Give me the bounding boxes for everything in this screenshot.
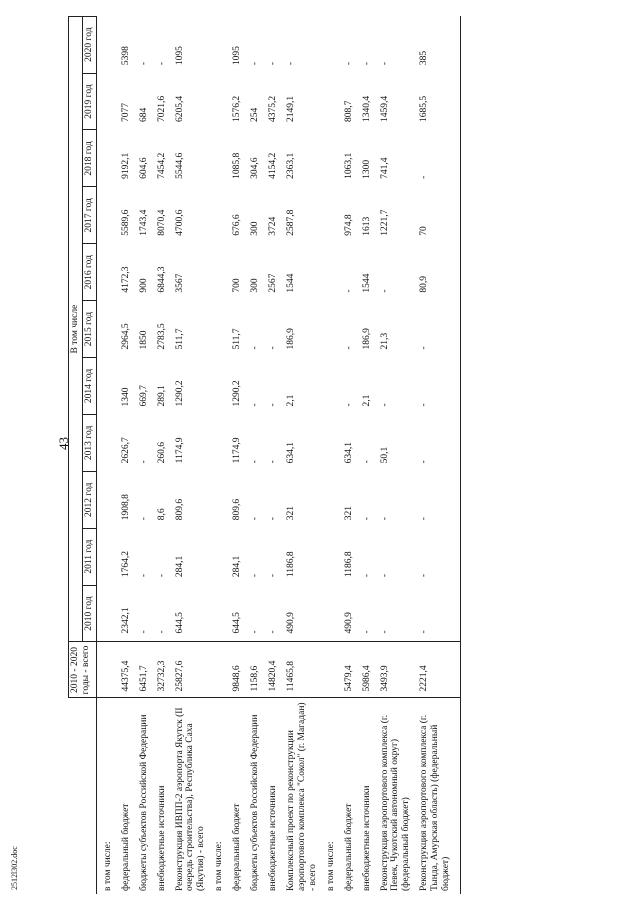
- cell-value: -: [268, 346, 279, 350]
- cell-value: -: [250, 517, 261, 521]
- cell-value: 1300: [361, 159, 372, 179]
- cell-value: -: [156, 61, 167, 66]
- cell-value: 1290,2: [232, 380, 243, 407]
- cell-value: -: [268, 460, 279, 464]
- investment-table: [68, 16, 461, 894]
- row-label: Реконструкция аэропортового комплекса (г. Певек, Чукотский автономный округ) (федеральный бюджет): [374, 698, 414, 894]
- cell-value: 604,6: [138, 157, 149, 179]
- cell-value: 1764,2: [120, 550, 131, 578]
- cell-value: -: [361, 460, 372, 464]
- cell-value: 70: [419, 226, 430, 236]
- cell-value: [320, 73, 338, 130]
- cell-value: -: [250, 573, 261, 578]
- cell-value: 511,7: [174, 328, 185, 350]
- cell-value: 684: [138, 107, 149, 122]
- cell-value: 809,6: [232, 498, 243, 521]
- cell-value: -: [379, 517, 390, 521]
- cell-value: 634,1: [285, 441, 296, 464]
- row-label: федеральный бюджет: [338, 698, 356, 894]
- cell-value: 5589,6: [120, 209, 131, 236]
- cell-value: [96, 471, 114, 528]
- cell-value: 6205,4: [174, 95, 185, 122]
- cell-value: -: [138, 460, 149, 464]
- cell-value: -: [419, 346, 430, 350]
- row-total: 3493,9: [374, 642, 414, 698]
- cell-value: -: [138, 517, 149, 521]
- cell-value: -: [268, 61, 279, 66]
- row-label: в том числе:: [320, 698, 338, 894]
- row-total: 5479,4: [338, 642, 356, 698]
- cell-value: 1085,8: [232, 152, 243, 179]
- document-footer: 2512l302.doc: [10, 846, 19, 890]
- header-empty-cell: [69, 698, 97, 894]
- cell-value: [96, 187, 114, 244]
- cell-value: 80,9: [419, 276, 430, 293]
- table-row: [115, 16, 133, 894]
- cell-value: 669,7: [138, 385, 149, 407]
- cell-value: 1063,1: [343, 152, 354, 179]
- row-total: 44375,4: [115, 642, 133, 698]
- row-label: внебюджетные источники: [151, 698, 169, 894]
- row-total: 1158,6: [244, 642, 262, 698]
- cell-value: 2363,1: [285, 152, 296, 179]
- cell-value: 50,1: [379, 446, 390, 464]
- cell-value: -: [379, 573, 390, 578]
- cell-value: 254: [250, 107, 261, 122]
- cell-value: -: [268, 517, 279, 521]
- cell-value: [208, 301, 226, 358]
- cell-value: -: [343, 61, 354, 66]
- cell-value: 900: [138, 278, 149, 293]
- cell-value: 644,5: [174, 612, 185, 634]
- cell-value: [96, 358, 114, 415]
- cell-value: 4700,6: [174, 209, 185, 236]
- cell-value: 284,1: [232, 555, 243, 578]
- page-number: 43: [56, 437, 71, 450]
- cell-value: [96, 130, 114, 187]
- cell-value: 490,9: [343, 612, 354, 634]
- cell-value: 1340,4: [361, 95, 372, 122]
- cell-value: 676,6: [232, 214, 243, 236]
- row-total: [320, 642, 338, 698]
- row-label: внебюджетные источники: [356, 698, 374, 894]
- cell-value: 1743,4: [138, 209, 149, 236]
- cell-value: [208, 414, 226, 471]
- cell-value: 8070,4: [156, 209, 167, 236]
- cell-value: -: [250, 346, 261, 350]
- cell-value: -: [419, 573, 430, 578]
- cell-value: [96, 244, 114, 301]
- cell-value: 289,1: [156, 385, 167, 407]
- cell-value: 1186,8: [285, 551, 296, 578]
- header-year: 2017 год: [82, 187, 96, 244]
- cell-value: -: [379, 289, 390, 293]
- row-total: 2221,4: [413, 642, 460, 698]
- cell-value: -: [379, 61, 390, 66]
- cell-value: [208, 187, 226, 244]
- table-row: [208, 16, 226, 894]
- cell-value: 1850: [138, 330, 149, 350]
- cell-value: 808,7: [343, 100, 354, 122]
- cell-value: 21,3: [379, 332, 390, 350]
- cell-value: -: [268, 573, 279, 578]
- cell-value: -: [138, 573, 149, 578]
- cell-value: [320, 585, 338, 642]
- cell-value: 3724: [268, 216, 279, 236]
- header-year: 2015 год: [82, 301, 96, 358]
- row-label: бюджеты субъектов Российской Федерации: [133, 698, 151, 894]
- cell-value: [208, 471, 226, 528]
- cell-value: [208, 358, 226, 415]
- row-total: 14820,4: [262, 642, 280, 698]
- cell-value: -: [379, 403, 390, 407]
- cell-value: 9192,1: [120, 152, 131, 179]
- cell-value: [96, 16, 114, 73]
- cell-value: 741,4: [379, 157, 390, 179]
- header-year: 2018 год: [82, 130, 96, 187]
- cell-value: [96, 73, 114, 130]
- cell-value: 1613: [361, 216, 372, 236]
- cell-value: 186,9: [361, 328, 372, 350]
- cell-value: 2626,7: [120, 437, 131, 464]
- cell-value: -: [156, 573, 167, 578]
- cell-value: 1174,9: [232, 437, 243, 464]
- header-year: 2013 год: [82, 414, 96, 471]
- row-total: 5986,4: [356, 642, 374, 698]
- cell-value: [96, 414, 114, 471]
- cell-value: 809,6: [174, 498, 185, 521]
- cell-value: 5398: [120, 46, 131, 66]
- cell-value: 634,1: [343, 441, 354, 464]
- cell-value: 490,9: [285, 612, 296, 634]
- table-row: [169, 16, 209, 894]
- cell-value: 321: [343, 505, 354, 521]
- cell-value: [208, 528, 226, 585]
- cell-value: 1290,2: [174, 380, 185, 407]
- cell-value: 1221,7: [379, 209, 390, 236]
- header-year: 2012 год: [82, 471, 96, 528]
- cell-value: 1908,8: [120, 494, 131, 521]
- cell-value: 1576,2: [232, 95, 243, 122]
- cell-value: [320, 414, 338, 471]
- table-row: [244, 16, 262, 894]
- cell-value: -: [419, 403, 430, 407]
- cell-value: [320, 471, 338, 528]
- cell-value: 1095: [232, 46, 243, 66]
- header-year: 2019 год: [82, 73, 96, 130]
- cell-value: 2964,5: [120, 323, 131, 350]
- cell-value: 2567: [268, 273, 279, 293]
- table-row: [338, 16, 356, 894]
- cell-value: 7021,6: [156, 95, 167, 122]
- table-row: [133, 16, 151, 894]
- cell-value: 2783,5: [156, 323, 167, 350]
- cell-value: [96, 301, 114, 358]
- cell-value: [208, 16, 226, 73]
- cell-value: 6844,3: [156, 266, 167, 293]
- cell-value: 2149,1: [285, 95, 296, 122]
- cell-value: 700: [232, 278, 243, 293]
- row-total: [208, 642, 226, 698]
- cell-value: -: [268, 630, 279, 634]
- cell-value: -: [343, 289, 354, 293]
- cell-value: 2342,1: [120, 607, 131, 634]
- cell-value: -: [419, 175, 430, 179]
- table-row: [96, 16, 114, 894]
- cell-value: [320, 244, 338, 301]
- cell-value: 4154,2: [268, 152, 279, 179]
- cell-value: -: [343, 403, 354, 407]
- cell-value: 2,1: [285, 394, 296, 407]
- cell-value: -: [268, 403, 279, 407]
- row-label: федеральный бюджет: [226, 698, 244, 894]
- cell-value: [320, 187, 338, 244]
- row-total: 11465,8: [280, 642, 320, 698]
- cell-value: [208, 244, 226, 301]
- cell-value: -: [156, 630, 167, 634]
- header-year: 2011 год: [82, 528, 96, 585]
- cell-value: 5544,6: [174, 152, 185, 179]
- row-label: бюджеты субъектов Российской Федерации: [244, 698, 262, 894]
- row-label: Комплексный проект по реконструкции аэропортового комплекса "Сокол" (г. Магадан) - всего: [280, 698, 320, 894]
- header-year: 2014 год: [82, 358, 96, 415]
- cell-value: -: [343, 346, 354, 350]
- cell-value: 385: [419, 50, 430, 66]
- table-row: [280, 16, 320, 894]
- table-row: [374, 16, 414, 894]
- cell-value: -: [379, 630, 390, 634]
- cell-value: -: [138, 61, 149, 66]
- cell-value: 644,5: [232, 612, 243, 634]
- table-row: [413, 16, 460, 894]
- cell-value: 304,6: [250, 157, 261, 179]
- header-year: 2010 год: [82, 585, 96, 642]
- cell-value: [208, 73, 226, 130]
- cell-value: 1459,4: [379, 95, 390, 122]
- cell-value: -: [361, 517, 372, 521]
- header-total: 2010 - 2020 годы - всего: [69, 642, 97, 698]
- cell-value: [320, 301, 338, 358]
- cell-value: 4172,3: [120, 266, 131, 293]
- cell-value: 1174,9: [174, 437, 185, 464]
- cell-value: [320, 528, 338, 585]
- cell-value: [208, 585, 226, 642]
- header-year: 2020 год: [82, 16, 96, 73]
- cell-value: 974,8: [343, 214, 354, 236]
- cell-value: -: [361, 61, 372, 66]
- cell-value: 1544: [285, 273, 296, 293]
- table-row: [262, 16, 280, 894]
- row-label: в том числе:: [208, 698, 226, 894]
- row-label: в том числе:: [96, 698, 114, 894]
- cell-value: 1186,8: [343, 551, 354, 578]
- table-body: [96, 16, 460, 894]
- table-row: [226, 16, 244, 894]
- cell-value: -: [419, 630, 430, 634]
- cell-value: 186,9: [285, 328, 296, 350]
- cell-value: 1095: [174, 46, 185, 66]
- row-total: 32732,3: [151, 642, 169, 698]
- cell-value: -: [419, 517, 430, 521]
- cell-value: [320, 358, 338, 415]
- table-row: [356, 16, 374, 894]
- header-year: 2016 год: [82, 244, 96, 301]
- rotated-table-container: [68, 16, 622, 894]
- row-total: [96, 642, 114, 698]
- row-total: 25827,6: [169, 642, 209, 698]
- cell-value: 7454,2: [156, 152, 167, 179]
- header-row-group: [69, 16, 83, 894]
- cell-value: 260,6: [156, 441, 167, 464]
- cell-value: 511,7: [232, 328, 243, 350]
- header-group: В том числе: [69, 16, 83, 642]
- cell-value: [96, 528, 114, 585]
- cell-value: -: [138, 630, 149, 634]
- cell-value: 2587,8: [285, 209, 296, 236]
- row-total: 6451,7: [133, 642, 151, 698]
- cell-value: -: [250, 403, 261, 407]
- row-label: Реконструкция аэропортового комплекса (г. Тында, Амурская область) (федеральный бюджет): [413, 698, 460, 894]
- cell-value: 300: [250, 278, 261, 293]
- cell-value: 1544: [361, 273, 372, 293]
- cell-value: 1340: [120, 387, 131, 407]
- cell-value: 284,1: [174, 555, 185, 578]
- row-label: Реконструкция ИВПП-2 аэропорта Якутск (II очередь строительства), Республика Саха (Якутия) - всего: [169, 698, 209, 894]
- cell-value: -: [361, 630, 372, 634]
- table-row: [151, 16, 169, 894]
- cell-value: 3567: [174, 273, 185, 293]
- cell-value: 4375,2: [268, 95, 279, 122]
- cell-value: 1685,5: [419, 95, 430, 122]
- cell-value: 2,1: [361, 394, 372, 407]
- cell-value: [320, 130, 338, 187]
- cell-value: 8,6: [156, 508, 167, 521]
- cell-value: [96, 585, 114, 642]
- cell-value: [320, 16, 338, 73]
- cell-value: [208, 130, 226, 187]
- cell-value: -: [361, 573, 372, 578]
- row-total: 9848,6: [226, 642, 244, 698]
- cell-value: -: [419, 460, 430, 464]
- cell-value: -: [250, 61, 261, 66]
- row-label: внебюджетные источники: [262, 698, 280, 894]
- cell-value: -: [250, 460, 261, 464]
- cell-value: -: [285, 61, 296, 66]
- cell-value: -: [250, 630, 261, 634]
- table-row: [320, 16, 338, 894]
- cell-value: 7077: [120, 102, 131, 122]
- cell-value: 321: [285, 505, 296, 521]
- row-label: федеральный бюджет: [115, 698, 133, 894]
- cell-value: 300: [250, 221, 261, 236]
